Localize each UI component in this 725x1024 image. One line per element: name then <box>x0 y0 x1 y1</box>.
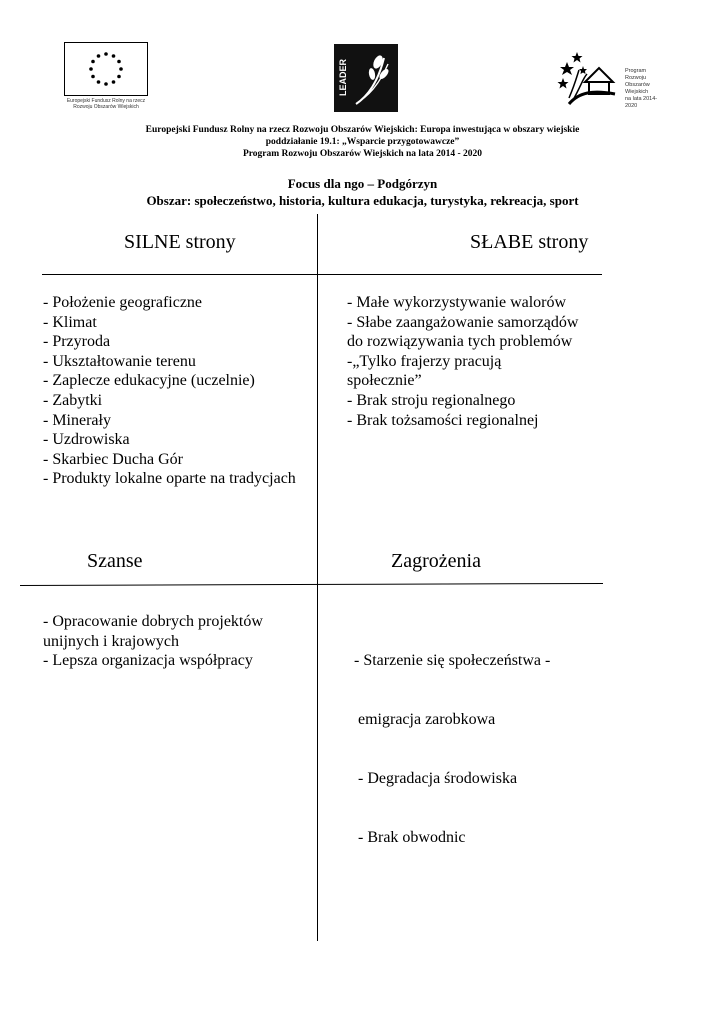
list-item: - Brak tożsamości regionalnej <box>347 411 539 429</box>
prow-caption-line: Rozwoju <box>625 75 647 81</box>
leader-logo <box>334 44 398 112</box>
threats-list <box>354 612 550 867</box>
list-item: emigracja zarobkowa <box>358 710 496 728</box>
list-item: - Brak stroju regionalnego <box>347 391 516 409</box>
weaknesses-list <box>347 293 578 430</box>
prow-caption-line: Program <box>625 68 647 74</box>
list-item: do rozwiązywania tych problemów <box>347 333 573 351</box>
eu-logo-caption: Europejski Fundusz Rolny na rzecz Rozwoju Obszarów Wiejskich <box>66 98 146 110</box>
prow-logo <box>555 48 665 108</box>
list-item: - Produkty lokalne oparte na tradycjach <box>43 470 296 488</box>
list-item: - Położenie geograficzne <box>43 294 203 311</box>
swot-middle-divider <box>20 583 603 586</box>
prow-logo-caption <box>625 68 667 110</box>
eu-flag-icon <box>64 42 148 96</box>
swot-top-divider <box>42 274 602 275</box>
header-line-1: Europejski Fundusz Rolny na rzecz Rozwoju Obszarów Wiejskich: Europa inwestująca w obszary wiejskie <box>145 125 580 135</box>
list-item: - Ukształtowanie terenu <box>43 352 196 370</box>
list-item: - Przyroda <box>43 333 111 351</box>
list-item: -„Tylko frajerzy pracują <box>347 352 502 370</box>
list-item: - Zaplecze edukacyjne (uczelnie) <box>43 372 255 390</box>
list-item: - Skarbiec Ducha Gór <box>43 450 183 468</box>
list-item: - Degradacja środowiska <box>358 769 518 787</box>
list-item: - Brak obwodnic <box>358 828 466 846</box>
list-item: społecznie” <box>347 372 422 390</box>
list-item: - Uzdrowiska <box>43 431 130 449</box>
focus-area: Obszar: społeczeństwo, historia, kultura edukacja, turystyka, rekreacja, sport <box>146 193 579 208</box>
threats-heading: Zagrożenia <box>391 550 481 572</box>
list-item: - Małe wykorzystywanie walorów <box>347 294 567 311</box>
strengths-list <box>43 293 296 489</box>
prow-logo-icon <box>555 48 625 108</box>
list-item: - Starzenie się społeczeństwa - <box>354 652 551 670</box>
leader-logo-icon <box>334 44 398 112</box>
leader-logo-text: LEADER <box>338 58 348 96</box>
list-item: unijnych i krajowych <box>43 632 179 650</box>
list-item: - Lepsza organizacja współpracy <box>43 652 253 670</box>
strengths-heading: SILNE strony <box>124 231 236 253</box>
opportunities-heading: Szanse <box>87 550 143 572</box>
prow-caption-line: Obszarów <box>625 82 650 88</box>
list-item: - Słabe zaangażowanie samorządów <box>347 313 579 331</box>
list-item: - Klimat <box>43 313 97 331</box>
funding-header <box>0 124 725 160</box>
list-item: - Opracowanie dobrych projektów <box>43 613 263 630</box>
header-line-3: Program Rozwoju Obszarów Wiejskich na lata 2014 - 2020 <box>242 149 483 159</box>
list-item: - Zabytki <box>43 391 103 409</box>
weaknesses-heading: SŁABE strony <box>470 231 589 253</box>
header-line-2: poddziałanie 19.1: „Wsparcie przygotowawcze” <box>265 137 460 147</box>
focus-title: Focus dla ngo – Podgórzyn <box>287 176 438 191</box>
prow-caption-line: Wiejskich <box>625 89 649 95</box>
swot-vertical-divider <box>317 214 318 941</box>
list-item: - Minerały <box>43 411 111 429</box>
eu-logo <box>64 42 148 114</box>
opportunities-list <box>43 612 263 671</box>
prow-caption-line: na lata 2014-2020 <box>625 96 658 109</box>
